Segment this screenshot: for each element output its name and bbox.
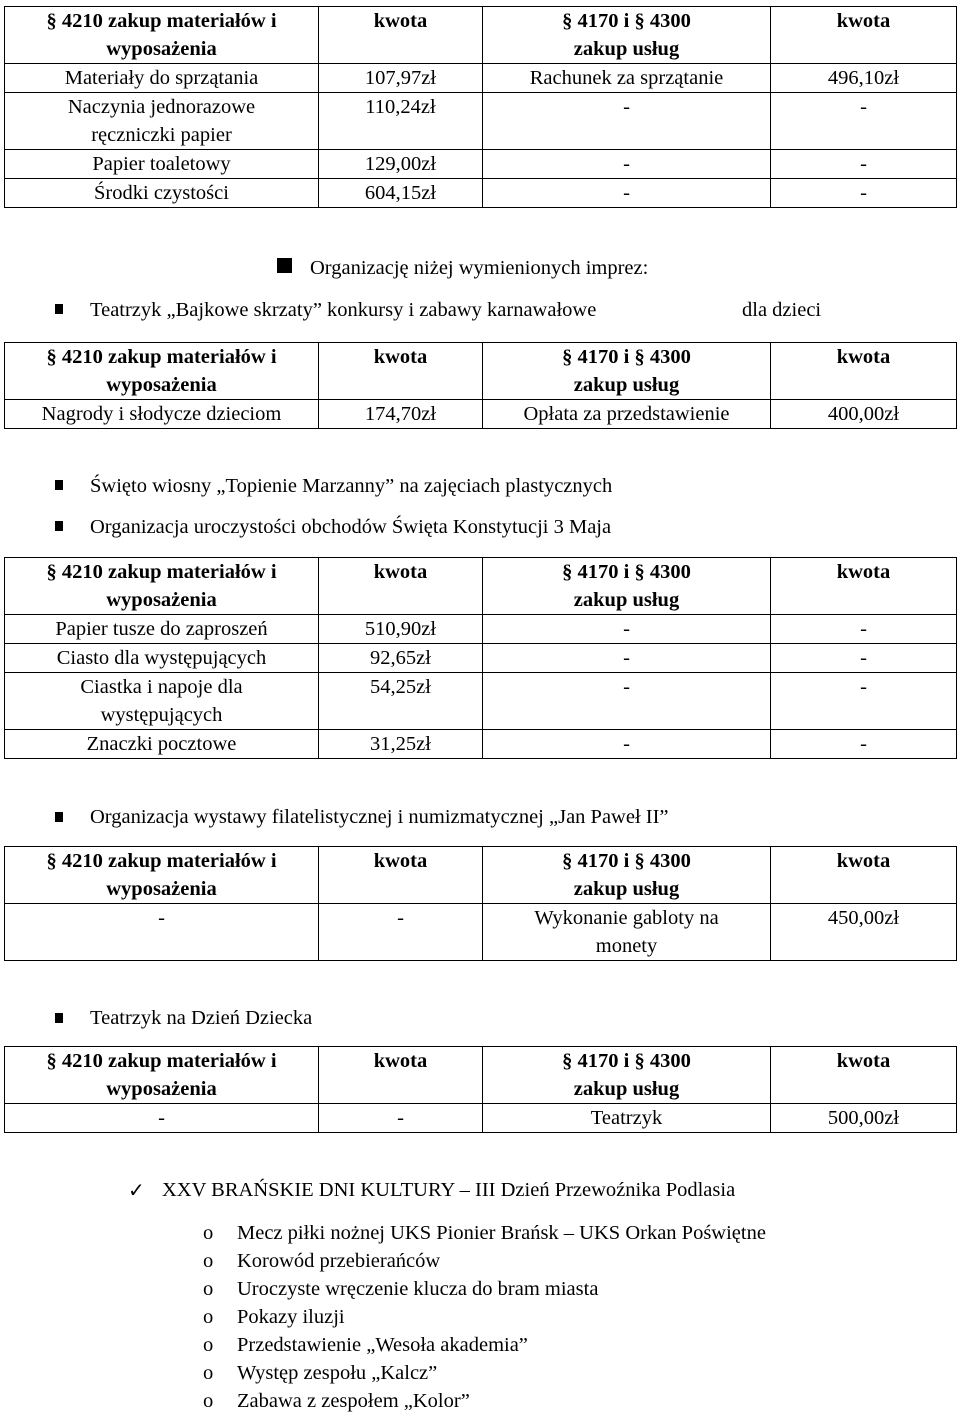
- header-col4: kwota: [771, 343, 957, 400]
- table-row: [5, 1104, 957, 1133]
- cell: 54,25zł: [319, 673, 483, 730]
- header-col3-line2: zakup usług: [573, 38, 680, 60]
- header-col1-line1: § 4210 zakup materiałów i: [46, 561, 277, 583]
- circle-bullet-icon: o: [203, 1334, 214, 1356]
- cell: -: [771, 179, 957, 208]
- cell: -: [5, 904, 319, 961]
- cell: Wykonanie gabloty na monety: [483, 904, 771, 961]
- cell: -: [771, 673, 957, 730]
- cell: Opłata za przedstawienie: [483, 400, 771, 429]
- table-header: [5, 7, 957, 64]
- event-item: Występ zespołu „Kalcz”: [237, 1362, 438, 1384]
- header-col1-line2: wyposażenia: [106, 374, 217, 396]
- list-item: Teatrzyk „Bajkowe skrzaty” konkursy i zabawy karnawałowe: [90, 299, 597, 321]
- cell: Papier tusze do zaproszeń: [5, 615, 319, 644]
- cell: 500,00zł: [771, 1104, 957, 1133]
- event-item: Pokazy iluzji: [237, 1306, 345, 1328]
- cell: -: [771, 615, 957, 644]
- header-col1-line2: wyposażenia: [106, 878, 217, 900]
- cell: -: [771, 93, 957, 150]
- event-item: Uroczyste wręczenie klucza do bram miasta: [237, 1278, 599, 1300]
- table-row: [5, 179, 957, 208]
- table-carnival: [4, 342, 957, 429]
- table-childrens-day: [4, 1046, 957, 1133]
- cell: Nagrody i słodycze dzieciom: [5, 400, 319, 429]
- header-col3-line1: § 4170 i § 4300: [562, 561, 691, 583]
- cell: 107,97zł: [319, 64, 483, 93]
- square-bullet-icon: [55, 812, 63, 822]
- cell: 110,24zł: [319, 93, 483, 150]
- cell: 604,15zł: [319, 179, 483, 208]
- square-bullet-icon: [277, 258, 292, 273]
- event-item: Korowód przebierańców: [237, 1250, 441, 1272]
- header-col4: kwota: [771, 558, 957, 615]
- table-row: [5, 615, 957, 644]
- header-col4: kwota: [771, 1047, 957, 1104]
- cell: -: [483, 93, 771, 150]
- table-constitution: [4, 557, 957, 759]
- table-exhibition: [4, 846, 957, 961]
- cell: Środki czystości: [5, 179, 319, 208]
- table-header: [5, 343, 957, 400]
- header-col1-line1: § 4210 zakup materiałów i: [46, 10, 277, 32]
- event-item: Mecz piłki nożnej UKS Pionier Brańsk – UKS Orkan Poświętne: [237, 1222, 766, 1244]
- list-item: Święto wiosny „Topienie Marzanny” na zajęciach plastycznych: [90, 475, 613, 497]
- list-item: Teatrzyk na Dzień Dziecka: [90, 1007, 313, 1029]
- header-col3-line1: § 4170 i § 4300: [562, 850, 691, 872]
- cell: Materiały do sprzątania: [5, 64, 319, 93]
- table-header: [5, 847, 957, 904]
- cell: Naczynia jednorazowe ręczniczki papier: [5, 93, 319, 150]
- cell: -: [5, 1104, 319, 1133]
- header-col3-line2: zakup usług: [573, 1078, 680, 1100]
- cell: -: [319, 1104, 483, 1133]
- table-row: [5, 730, 957, 759]
- table-row: [5, 673, 957, 730]
- cell: -: [483, 673, 771, 730]
- cell: Rachunek za sprzątanie: [483, 64, 771, 93]
- checkmark-icon: ✓: [128, 1178, 145, 1202]
- header-col2: kwota: [319, 1047, 483, 1104]
- table-cleaning: [4, 6, 957, 208]
- cell: -: [483, 179, 771, 208]
- header-col3-line1: § 4170 i § 4300: [562, 346, 691, 368]
- cell: Znaczki pocztowe: [5, 730, 319, 759]
- cell: -: [771, 644, 957, 673]
- circle-bullet-icon: o: [203, 1250, 214, 1272]
- cell: Ciastka i napoje dla występujących: [5, 673, 319, 730]
- cell: 129,00zł: [319, 150, 483, 179]
- square-bullet-icon: [55, 304, 63, 314]
- circle-bullet-icon: o: [203, 1390, 214, 1412]
- square-bullet-icon: [55, 1013, 63, 1023]
- cell: -: [483, 644, 771, 673]
- header-col1-line1: § 4210 zakup materiałów i: [46, 850, 277, 872]
- header-col1-line2: wyposażenia: [106, 589, 217, 611]
- header-col3-line1: § 4170 i § 4300: [562, 10, 691, 32]
- header-col1-line2: wyposażenia: [106, 38, 217, 60]
- circle-bullet-icon: o: [203, 1306, 214, 1328]
- circle-bullet-icon: o: [203, 1222, 214, 1244]
- cell: 400,00zł: [771, 400, 957, 429]
- header-col1-line2: wyposażenia: [106, 1078, 217, 1100]
- header-col4: kwota: [771, 847, 957, 904]
- cell: 174,70zł: [319, 400, 483, 429]
- table-row: [5, 644, 957, 673]
- header-col2: kwota: [319, 847, 483, 904]
- cell: -: [771, 730, 957, 759]
- cell: -: [771, 150, 957, 179]
- circle-bullet-icon: o: [203, 1278, 214, 1300]
- cell: 31,25zł: [319, 730, 483, 759]
- header-col3-line2: zakup usług: [573, 374, 680, 396]
- square-bullet-icon: [55, 480, 63, 490]
- table-header: [5, 1047, 957, 1104]
- header-col1-line1: § 4210 zakup materiałów i: [46, 346, 277, 368]
- header-col2: kwota: [319, 558, 483, 615]
- event-item: Przedstawienie „Wesoła akademia”: [237, 1334, 528, 1356]
- cell: Ciasto dla występujących: [5, 644, 319, 673]
- table-header: [5, 558, 957, 615]
- square-bullet-icon: [55, 521, 63, 531]
- cell: 496,10zł: [771, 64, 957, 93]
- header-col4: kwota: [771, 7, 957, 64]
- header-col3-line2: zakup usług: [573, 589, 680, 611]
- cell: 92,65zł: [319, 644, 483, 673]
- cell: -: [483, 150, 771, 179]
- event-item: Zabawa z zespołem „Kolor”: [237, 1390, 470, 1412]
- table-row: [5, 400, 957, 429]
- cell: Papier toaletowy: [5, 150, 319, 179]
- cell: -: [319, 904, 483, 961]
- header-col2: kwota: [319, 343, 483, 400]
- table-row: [5, 150, 957, 179]
- header-col3-line1: § 4170 i § 4300: [562, 1050, 691, 1072]
- list-item: Organizacja wystawy filatelistycznej i numizmatycznej „Jan Paweł II”: [90, 806, 669, 828]
- cell: 450,00zł: [771, 904, 957, 961]
- circle-bullet-icon: o: [203, 1362, 214, 1384]
- cell: 510,90zł: [319, 615, 483, 644]
- table-row: [5, 64, 957, 93]
- header-col2: kwota: [319, 7, 483, 64]
- event-title: XXV BRAŃSKIE DNI KULTURY – III Dzień Przewoźnika Podlasia: [162, 1179, 736, 1201]
- cell: Teatrzyk: [483, 1104, 771, 1133]
- list-item: Organizacja uroczystości obchodów Święta Konstytucji 3 Maja: [90, 516, 612, 538]
- header-col3-line2: zakup usług: [573, 878, 680, 900]
- cell: -: [483, 615, 771, 644]
- section-heading: Organizację niżej wymienionych imprez:: [310, 257, 649, 279]
- table-row: [5, 904, 957, 961]
- cell: -: [483, 730, 771, 759]
- table-row: [5, 93, 957, 150]
- list-item-suffix: dla dzieci: [742, 299, 822, 321]
- header-col1-line1: § 4210 zakup materiałów i: [46, 1050, 277, 1072]
